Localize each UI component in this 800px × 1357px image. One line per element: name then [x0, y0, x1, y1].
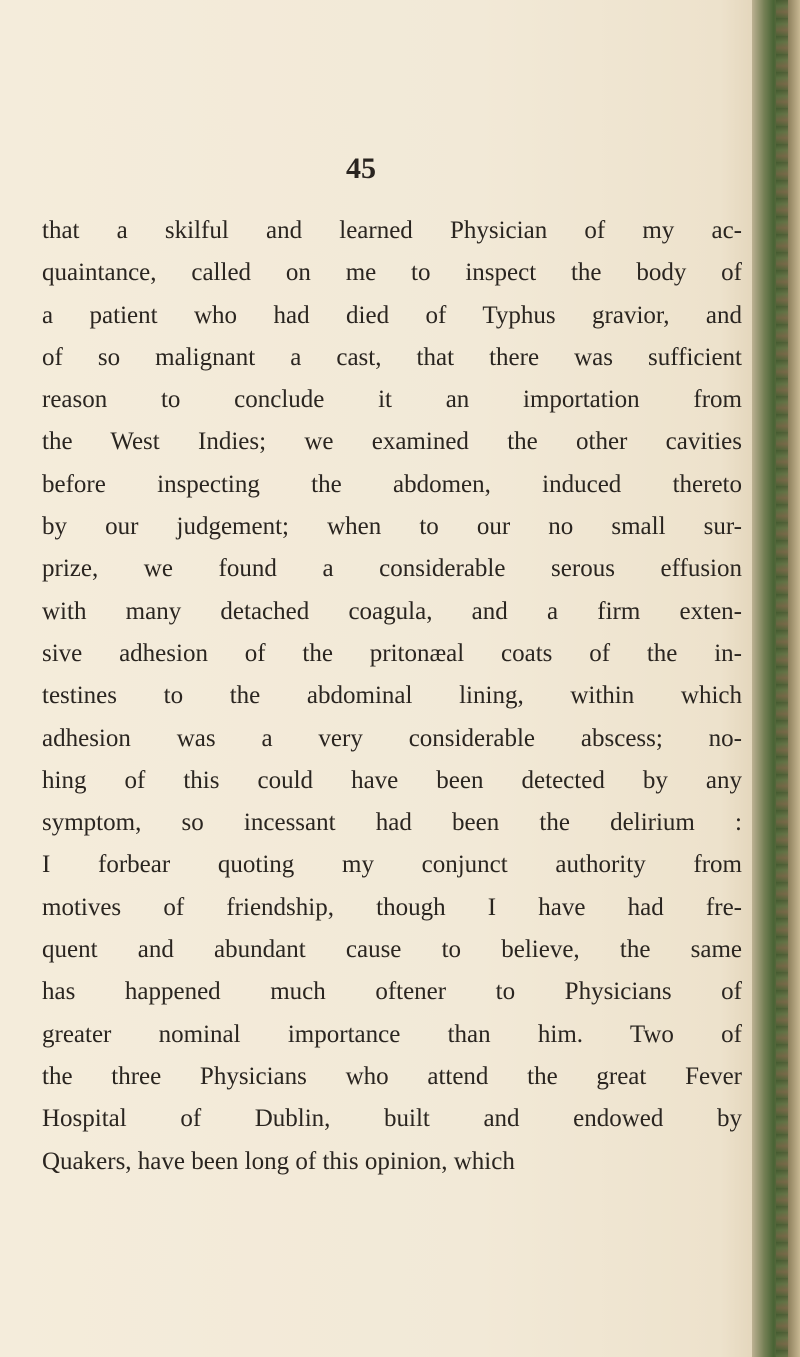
page-number: 45	[346, 152, 376, 185]
text-line: the three Physicians who attend the great Fever	[42, 1062, 742, 1090]
text-line: motives of friendship, though I have had fre-	[42, 893, 742, 921]
text-line: a patient who had died of Typhus gravior, and	[42, 301, 742, 329]
text-line: testines to the abdominal lining, within which	[42, 682, 742, 710]
binding-texture	[776, 0, 788, 1357]
text-line: greater nominal importance than him. Two of	[42, 1020, 742, 1048]
text-line: Hospital of Dublin, built and endowed by	[42, 1105, 742, 1133]
text-line: quent and abundant cause to believe, the same	[42, 936, 742, 964]
text-line: by our judgement; when to our no small sur-	[42, 513, 742, 541]
text-line: that a skilful and learned Physician of my ac-	[42, 217, 742, 244]
text-line: quaintance, called on me to inspect the body of	[42, 259, 742, 287]
text-line: the West Indies; we examined the other cavities	[42, 428, 742, 456]
text-line: of so malignant a cast, that there was sufficient	[42, 343, 742, 371]
text-line: adhesion was a very considerable abscess; no-	[42, 724, 742, 752]
page-binding-edge	[752, 0, 800, 1357]
text-line: sive adhesion of the pritonæal coats of the in-	[42, 639, 742, 667]
text-line: before inspecting the abdomen, induced thereto	[42, 470, 742, 498]
text-line: with many detached coagula, and a firm exten-	[42, 597, 742, 625]
text-line: prize, we found a considerable serous effusion	[42, 555, 742, 583]
body-text	[42, 210, 742, 1183]
text-line: has happened much oftener to Physicians of	[42, 978, 742, 1006]
text-line: Quakers, have been long of this opinion, which	[42, 1147, 515, 1175]
text-line: hing of this could have been detected by any	[42, 766, 742, 794]
text-line: symptom, so incessant had been the delirium :	[42, 809, 742, 837]
text-line: I forbear quoting my conjunct authority from	[42, 851, 742, 879]
text-line: reason to conclude it an importation from	[42, 386, 742, 414]
